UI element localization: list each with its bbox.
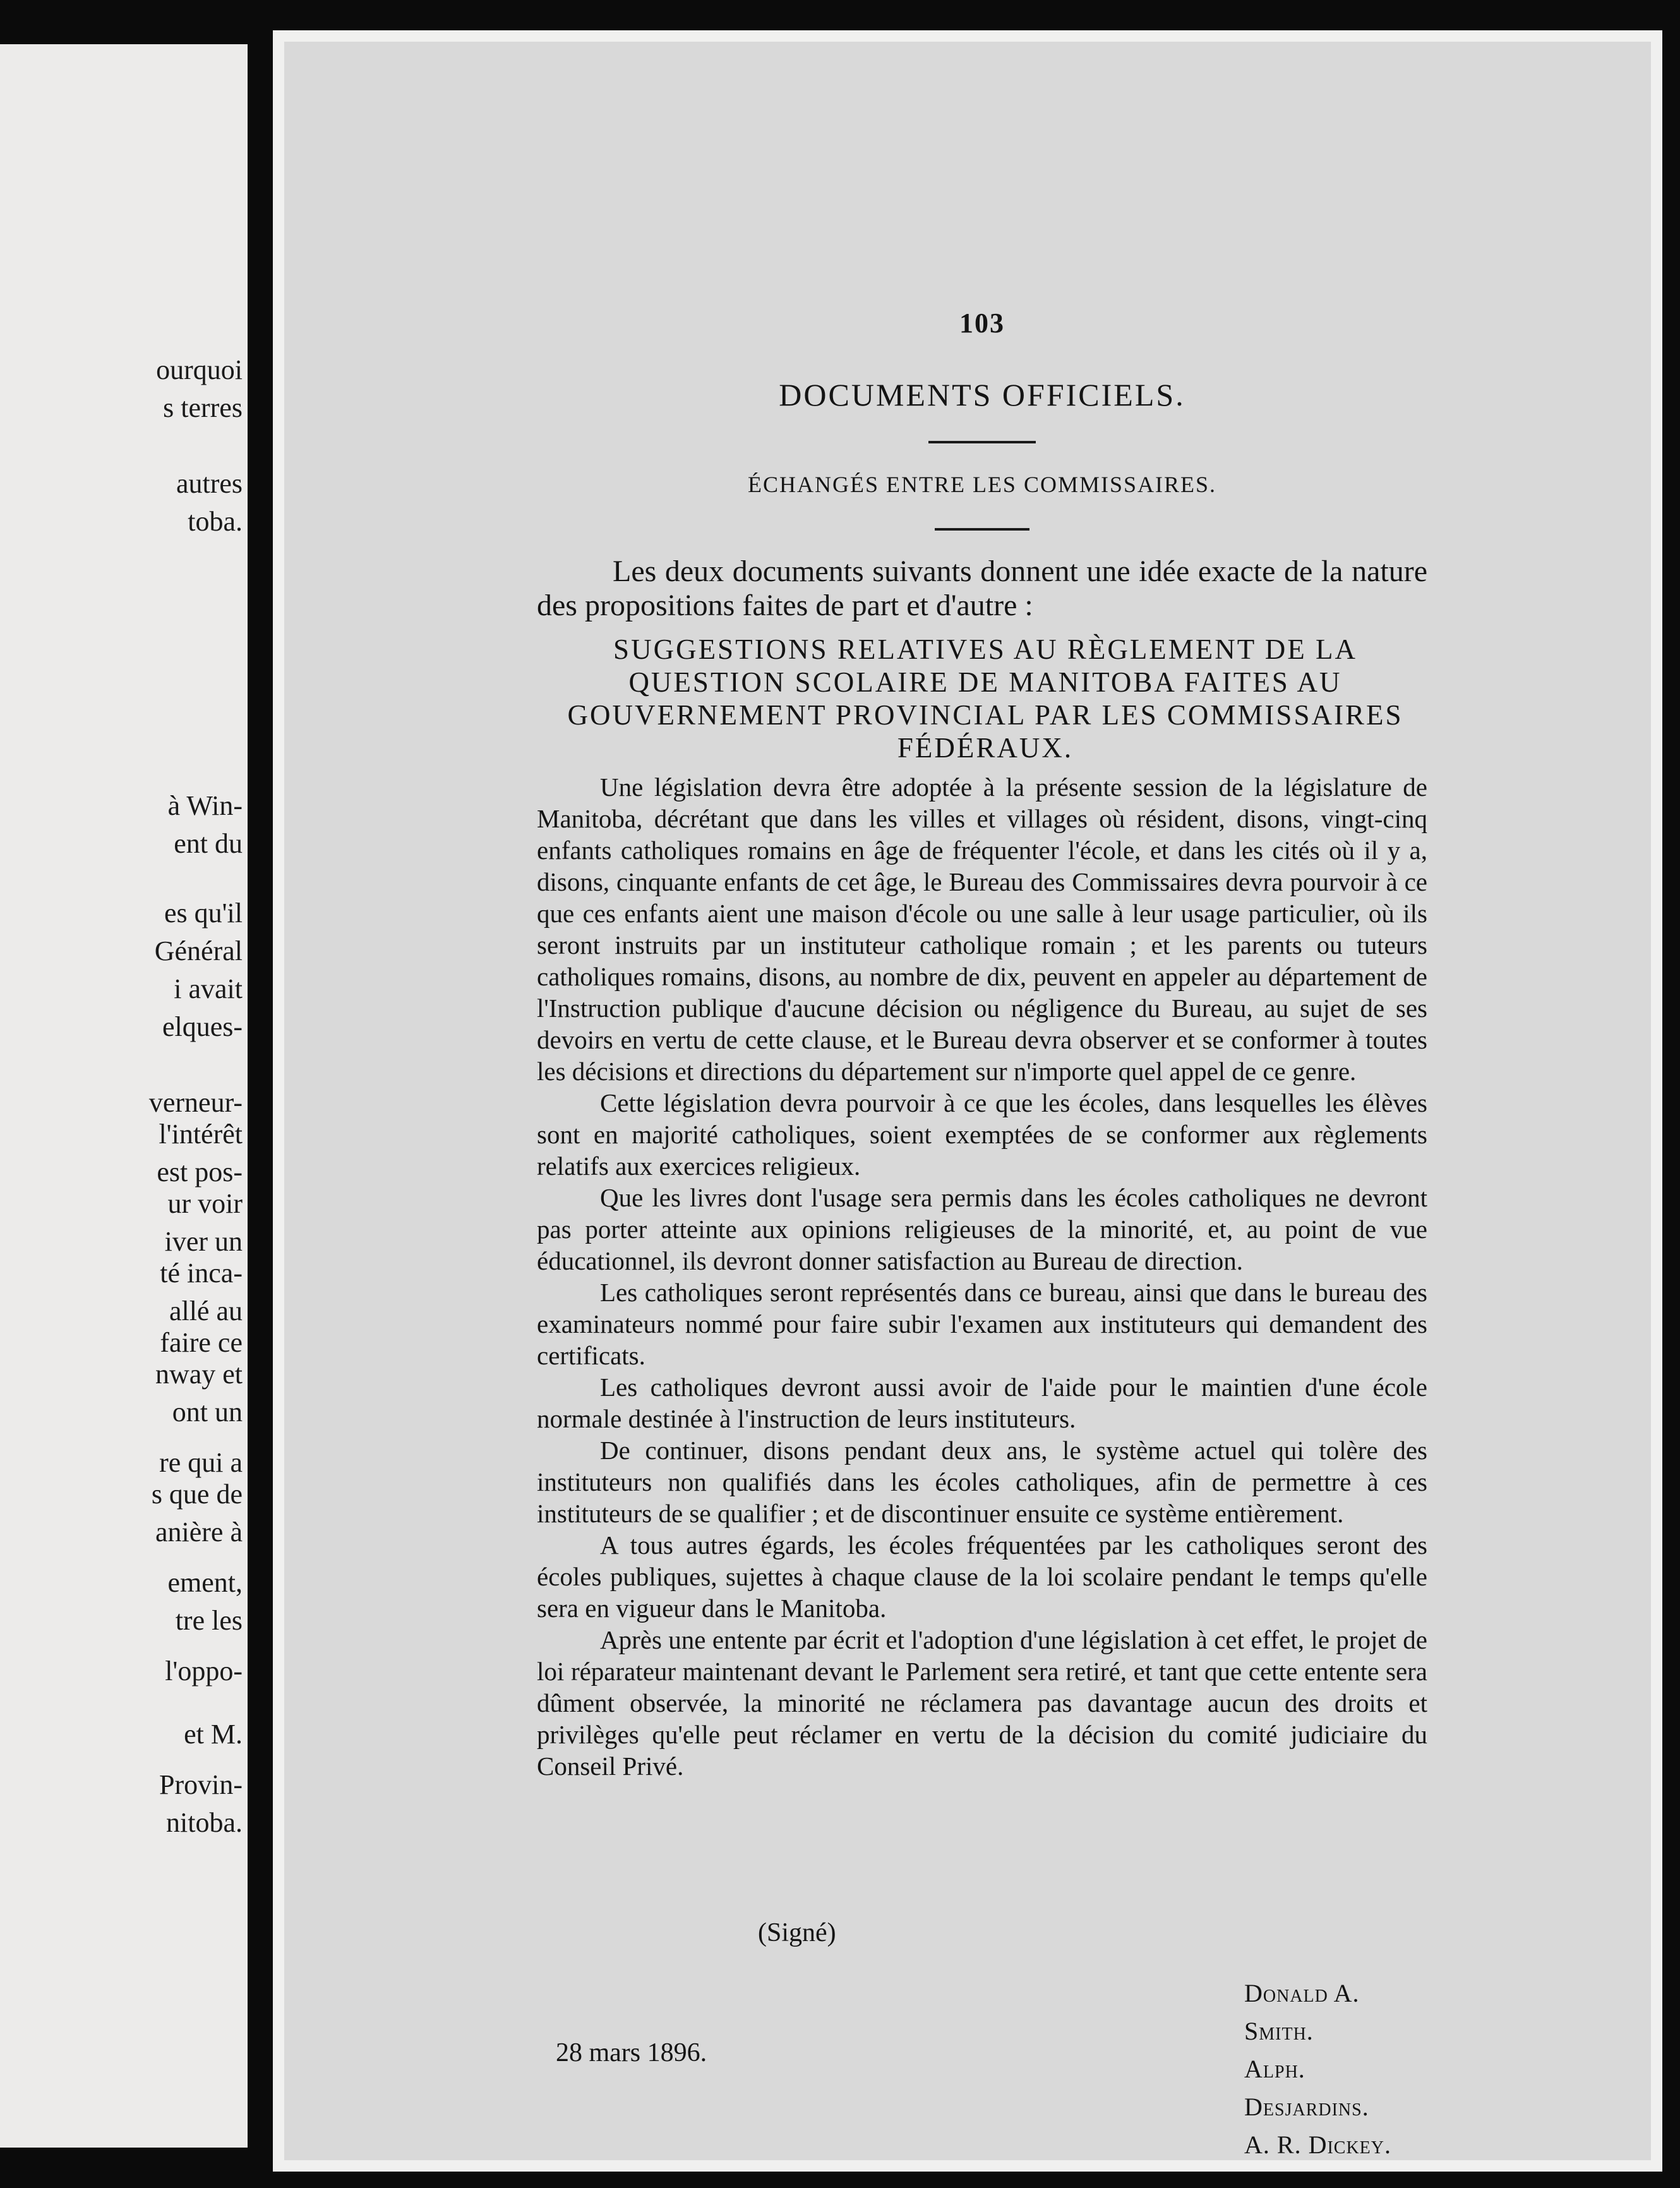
previous-page-line: nitoba. bbox=[166, 1807, 243, 1838]
paragraph: Cette législation devra pourvoir à ce que les écoles, dans lesquelles les élèves sont en majorité catholiques, soient exemptées de se conformer aux règlements relatifs aux exercices religieux. bbox=[537, 1088, 1427, 1181]
paragraph: De continuer, disons pendant deux ans, le système actuel qui tolère des instituteurs non qualifiés dans les écoles catholiques, afin de permettre à ces instituteurs de se qualifier ; et de discontinuer ensuite ce système entièrement. bbox=[537, 1436, 1427, 1528]
previous-page-line: est pos- bbox=[157, 1157, 243, 1187]
signatory: A. R. Dickey. bbox=[1244, 2131, 1391, 2159]
intro-paragraph: Les deux documents suivants donnent une idée exacte de la nature des propositions faites de part et d'autre : bbox=[537, 555, 1427, 622]
previous-page-line: l'intérêt bbox=[159, 1119, 243, 1150]
document-page bbox=[273, 30, 1662, 2172]
title-rule bbox=[928, 441, 1036, 443]
previous-page-strip bbox=[0, 44, 248, 2148]
previous-page-line: re qui a bbox=[159, 1447, 243, 1478]
previous-page-line: faire ce bbox=[160, 1327, 243, 1358]
previous-page-line: ur voir bbox=[167, 1188, 243, 1219]
previous-page-line: allé au bbox=[169, 1295, 243, 1326]
previous-page-line: anière à bbox=[155, 1517, 243, 1548]
previous-page-line: et M. bbox=[184, 1719, 243, 1750]
previous-page-line: tre les bbox=[175, 1605, 243, 1636]
previous-page-line: à Win- bbox=[167, 790, 243, 821]
previous-page-line: s terres bbox=[163, 392, 243, 423]
previous-page-line: verneur- bbox=[148, 1087, 243, 1118]
previous-page-line: Provin- bbox=[159, 1769, 243, 1800]
previous-page-line: ent du bbox=[174, 828, 243, 859]
previous-page-line: i avait bbox=[174, 973, 243, 1004]
previous-page-line: es qu'il bbox=[164, 898, 243, 929]
document-date: 28 mars 1896. bbox=[556, 2038, 707, 2067]
previous-page-line: autres bbox=[176, 468, 243, 499]
previous-page-line: ourquoi bbox=[156, 354, 243, 385]
previous-page-line: elques- bbox=[162, 1011, 243, 1042]
previous-page-line: té inca- bbox=[160, 1258, 243, 1289]
previous-page-line: l'oppo- bbox=[165, 1656, 243, 1686]
previous-page-line: s que de bbox=[151, 1479, 243, 1510]
paragraph: Que les livres dont l'usage sera permis dans les écoles catholiques ne devront pas porter atteinte aux opinions religieuses de la minorité, et, au point de vue éducationnel, ils devront donner satisfaction au Bureau de direction. bbox=[537, 1183, 1427, 1275]
paragraph: Les catholiques seront représentés dans ce bureau, ainsi que dans le bureau des examinateurs nommé pour faire subir l'examen aux instituteurs qui demandent des certificats. bbox=[537, 1278, 1427, 1370]
page-subtitle: ÉCHANGÉS ENTRE LES COMMISSAIRES. bbox=[747, 472, 1217, 497]
signed-label: (Signé) bbox=[758, 1918, 836, 1947]
previous-page-line: iver un bbox=[164, 1226, 243, 1257]
section-heading: SUGGESTIONS RELATIVES AU RÈGLEMENT DE LA QUESTION SCOLAIRE DE MANITOBA FAITES AU GOUVERNEMENT PROVINCIAL PAR LES COMMISSAIRES FÉDÉRAUX. bbox=[567, 634, 1403, 764]
page-content bbox=[537, 269, 1427, 2159]
page-number: 103 bbox=[959, 308, 1005, 339]
paragraph: Une législation devra être adoptée à la présente session de la législature de Manitoba, décrétant que dans les villes et villages où résident, disons, vingt-cinq enfants catholiques romains en âge de fréquenter l'école, et dans les cités où il y a, disons, cinquante enfants de cet âge, le Bureau des Commissaires devra pourvoir à ce que ces enfants aient une maison d'école ou une salle à leur usage particulier, où ils seront instruits par un instituteur catholique romain ; et les parents ou tuteurs catholiques romains, disons, au nombre de dix, peuvent en appeler au département de l'Instruction publique d'aucune décision ou négligence du Bureau, au sujet de ses devoirs en vertu de cette clause, et le Bureau devra observer et se conformer à toutes les décisions et directions du département sur n'importe quel appel de ce genre. bbox=[537, 772, 1427, 1086]
previous-page-line: nway et bbox=[155, 1359, 243, 1390]
subtitle-rule bbox=[935, 528, 1029, 531]
book-gutter bbox=[248, 0, 273, 2188]
body-text bbox=[537, 771, 1427, 1782]
previous-page-line: ement, bbox=[167, 1567, 243, 1598]
signatory: Alph. Desjardins. bbox=[1244, 2055, 1369, 2121]
previous-page-line: ont un bbox=[172, 1397, 243, 1428]
paragraph: Après une entente par écrit et l'adoption d'une législation à cet effet, le projet de loi réparateur maintenant devant le Parlement sera retiré, et tant que cette entente sera dûment observée, la minorité ne réclamera pas davantage aucun des droits et privilèges qu'elle peut réclamer en vertu de la décision du comité judiciaire du Conseil Privé. bbox=[537, 1625, 1427, 1781]
paragraph: A tous autres égards, les écoles fréquentées par les catholiques seront des écoles publiques, sujettes à chaque clause de la loi scolaire pendant le temps qu'elle sera en vigueur dans le Manitoba. bbox=[537, 1530, 1427, 1623]
previous-page-line: Général bbox=[154, 935, 243, 966]
signatories bbox=[1244, 1975, 1427, 2164]
signatory: Donald A. Smith. bbox=[1244, 1979, 1360, 2045]
page-title: DOCUMENTS OFFICIELS. bbox=[779, 377, 1185, 412]
paragraph: Les catholiques devront aussi avoir de l'aide pour le maintien d'une école normale destinée à l'instruction de leurs instituteurs. bbox=[537, 1373, 1427, 1433]
previous-page-line: toba. bbox=[188, 506, 243, 537]
